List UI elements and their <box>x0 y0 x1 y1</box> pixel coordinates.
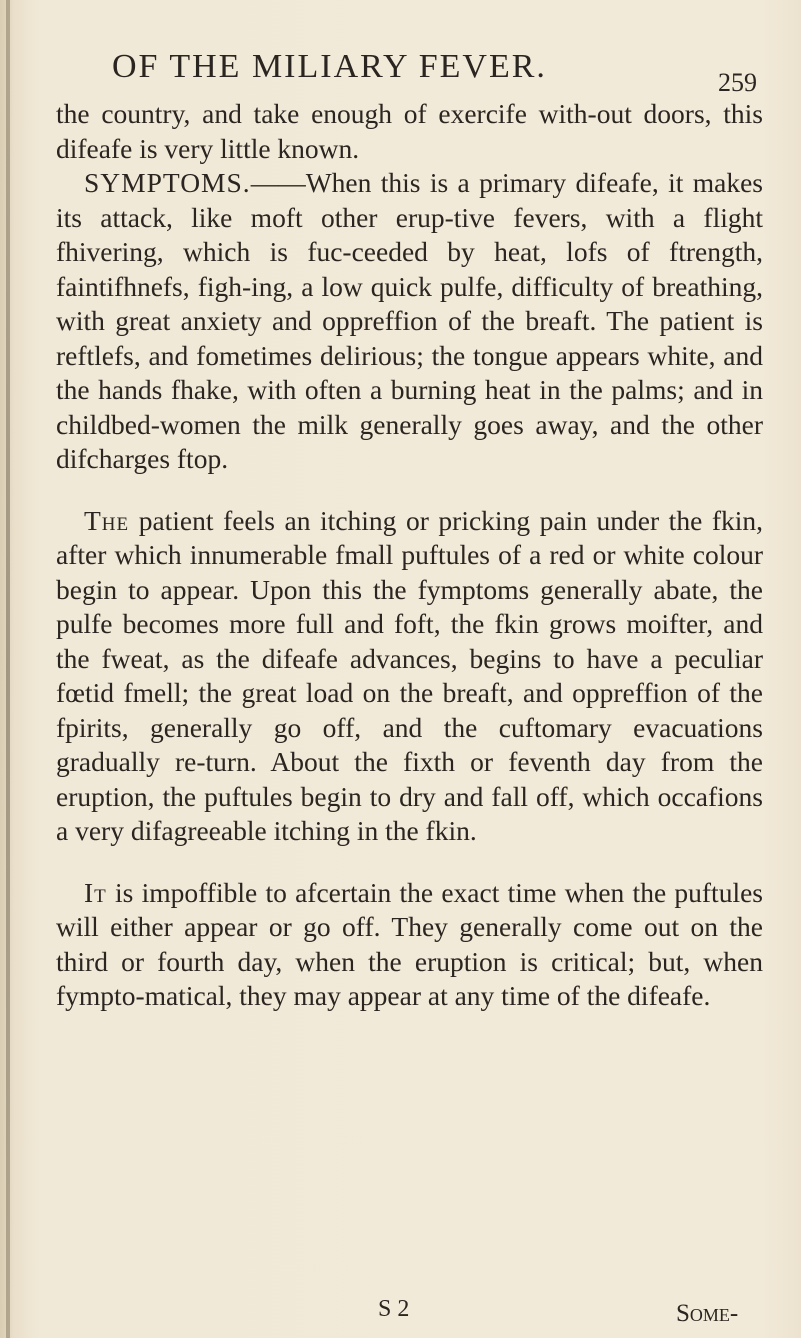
paragraph-text: patient feels an itching or pricking pain under the fkin, after which innumerable fmall puftules of a red or white colour begin to appear. Upon this the fymptoms generally abate, the pulfe becomes more full and foft, the fkin grows moifter, and the fweat, as the difeafe advances, begins to have a peculiar fœtid fmell; the great load on the breaft, and oppreffion of the fpirits, generally go off, and the cuftomary evacuations gradually re-turn. About the fixth or feventh day from the eruption, the puftules begin to dry and fall off, which occafions a very difagreeable itching in the fkin. <box>56 504 763 846</box>
body-text <box>56 97 763 1014</box>
running-head: OF THE MILIARY FEVER. <box>112 48 547 85</box>
page-header <box>0 42 801 97</box>
paragraph-lead: It <box>84 876 107 908</box>
page-number: 259 <box>718 68 757 97</box>
paragraph-text: is impoffible to afcertain the exact time when the puftules will either appear or go off. They generally come out on the third or fourth day, when the eruption is critical; but, when fympto-matical, they may appear at any time of the difeafe. <box>56 876 763 1011</box>
page-footer <box>0 1296 801 1336</box>
section-lead: SYMPTOMS. <box>84 167 251 198</box>
paragraph-symptoms <box>56 166 763 477</box>
signature-mark: S 2 <box>378 1296 410 1322</box>
paragraph-text: the country, and take enough of exercife with-out doors, this difeafe is very little known. <box>56 98 763 164</box>
paragraph-continuation <box>56 97 763 166</box>
catchword: Some- <box>676 1300 739 1327</box>
paragraph-itching <box>56 504 763 849</box>
paragraph-text: ——When this is a primary difeafe, it makes its attack, like moft other erup-tive fevers, with a flight fhivering, which is fuc-ceeded by heat, lofs of ftrength, faintifhnefs, figh-ing, a low quick pulfe, difficulty of breathing, with great anxiety and oppreffion of the breaft. The patient is reftlefs, and fometimes delirious; the tongue appears white, and the hands fhake, with often a burning heat in the palms; and in childbed-women the milk generally goes away, and the other difcharges ftop. <box>56 167 763 474</box>
paragraph-timing <box>56 876 763 1014</box>
paragraph-lead: The <box>84 504 130 536</box>
binding-gutter <box>6 0 10 1338</box>
